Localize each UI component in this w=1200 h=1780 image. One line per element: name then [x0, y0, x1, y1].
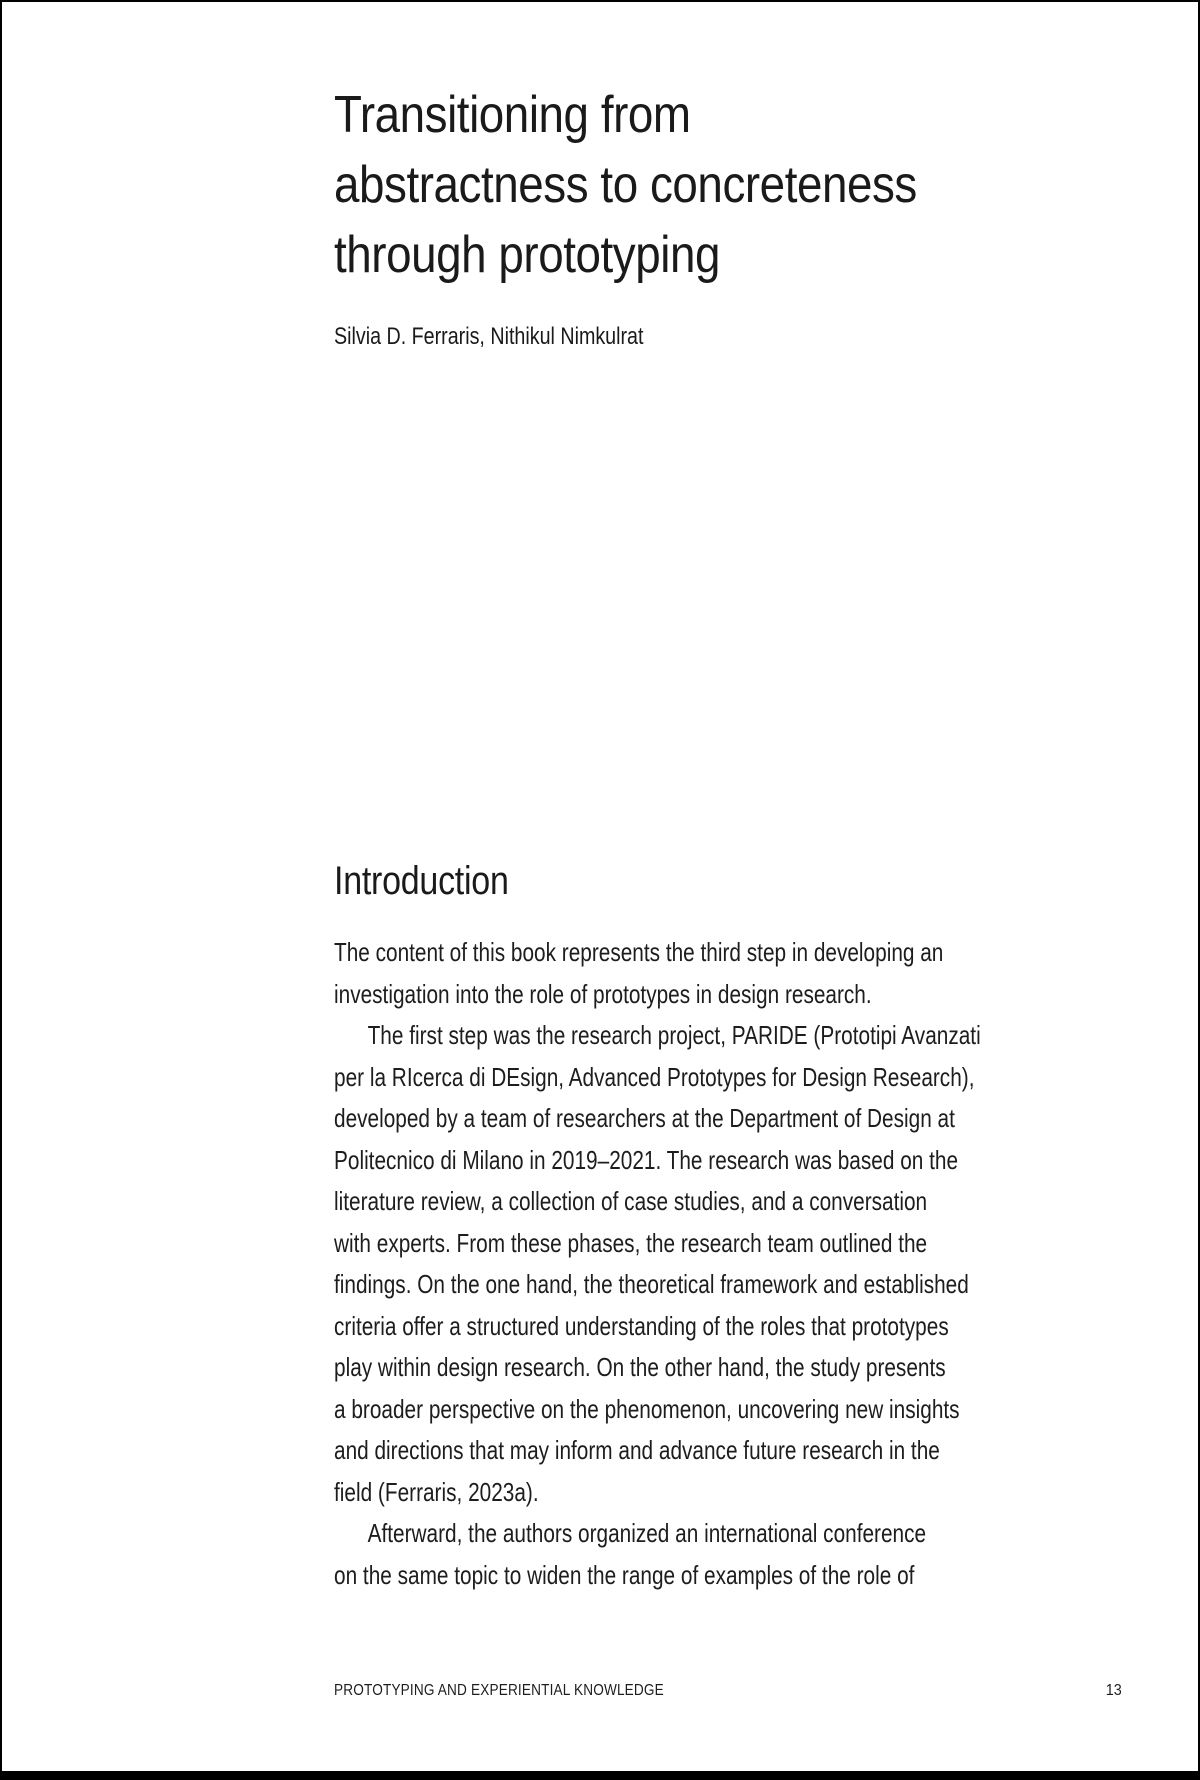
- body-line: field (Ferraris, 2023a).: [334, 1476, 539, 1507]
- body-line: literature review, a collection of case studies, and a conversation: [334, 1186, 928, 1216]
- body-line: and directions that may inform and advance future research in the: [334, 1435, 940, 1465]
- body-line: Politecnico di Milano in 2019–2021. The research was based on the: [334, 1144, 959, 1175]
- paragraph: [334, 1513, 981, 1596]
- page-bottom-edge: [2, 1771, 1198, 1778]
- paragraph: [334, 932, 981, 1015]
- title-line: abstractness to concreteness: [334, 156, 917, 214]
- body-line: investigation into the role of prototypes in design research.: [334, 978, 872, 1009]
- body-line: Afterward, the authors organized an international conference: [367, 1518, 927, 1548]
- paragraph: [334, 1015, 981, 1513]
- article-title: [334, 80, 917, 290]
- page-footer: [334, 1680, 1122, 1702]
- body-line: The first step was the research project, PARIDE (Prototipi Avanzati: [367, 1020, 981, 1050]
- body-line: findings. On the one hand, the theoretical framework and established: [334, 1269, 969, 1299]
- body-line: on the same topic to widen the range of examples of the role of: [334, 1559, 915, 1590]
- running-title: PROTOTYPING AND EXPERIENTIAL KNOWLEDGE: [334, 1682, 664, 1699]
- section-heading-introduction: Introduction: [334, 859, 509, 903]
- body-line: with experts. From these phases, the research team outlined the: [334, 1227, 928, 1258]
- title-line: Transitioning from: [334, 86, 691, 144]
- body-line: per la RIcerca di DEsign, Advanced Prototypes for Design Research),: [334, 1061, 975, 1092]
- body-line: play within design research. On the other hand, the study presents: [334, 1352, 946, 1382]
- body-line: criteria offer a structured understanding of the roles that prototypes: [334, 1310, 949, 1341]
- title-line: through prototyping: [334, 226, 720, 284]
- page-number: 13: [1105, 1682, 1122, 1699]
- body-line: developed by a team of researchers at the Department of Design at: [334, 1103, 955, 1133]
- article-authors: Silvia D. Ferraris, Nithikul Nimkulrat: [334, 323, 644, 350]
- body-line: a broader perspective on the phenomenon, uncovering new insights: [334, 1393, 960, 1424]
- body-text: [334, 932, 981, 1596]
- body-line: The content of this book represents the third step in developing an: [334, 937, 944, 967]
